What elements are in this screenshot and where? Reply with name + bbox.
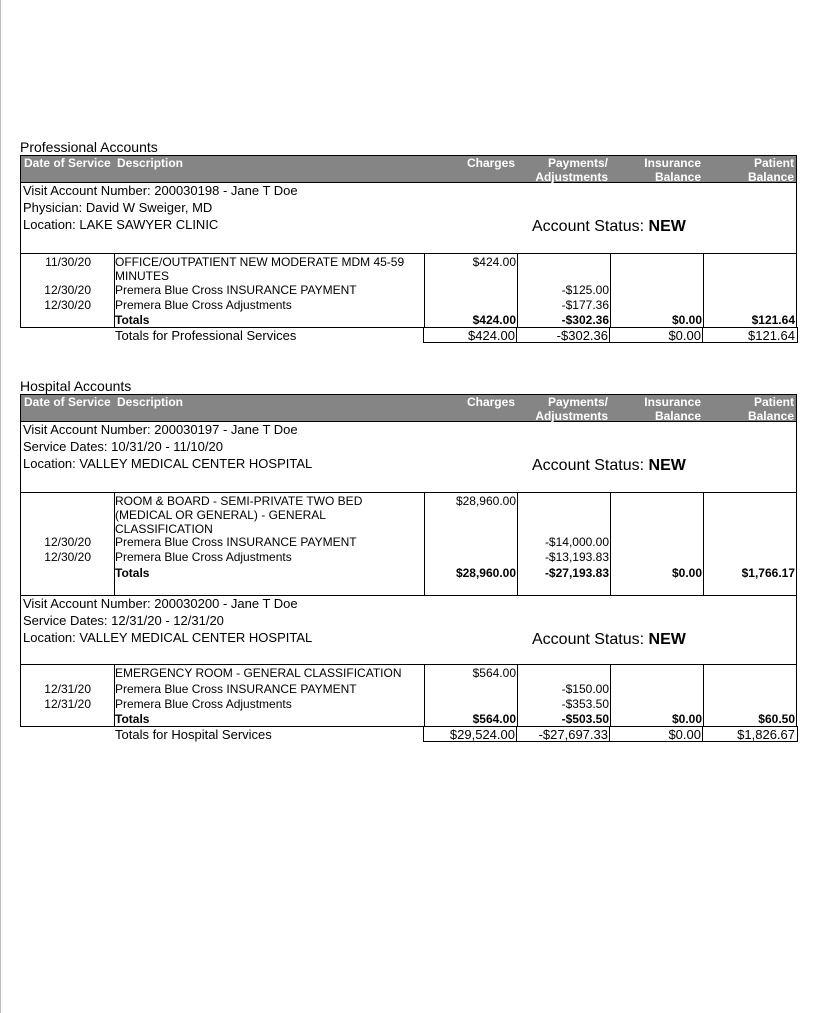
- section-totals-patient: $121.64: [748, 328, 795, 343]
- location: Location: VALLEY MEDICAL CENTER HOSPITAL: [23, 456, 313, 471]
- account-status: Account Status: NEW: [532, 631, 686, 648]
- row-payments: -$150.00: [561, 682, 609, 696]
- col-adjustments: Adjustments: [535, 409, 608, 423]
- col-patient: Patient: [753, 156, 794, 170]
- totals-charges: $424.00: [472, 313, 516, 327]
- row-charges: $28,960.00: [455, 494, 516, 508]
- section-totals-label: Totals for Professional Services: [115, 328, 297, 343]
- col-patient-balance: Balance: [747, 409, 794, 423]
- table-header-professional: [20, 155, 797, 183]
- col-patient: Patient: [753, 395, 794, 409]
- totals-patient: $121.64: [751, 313, 795, 327]
- section-totals-patient: $1,826.67: [737, 727, 795, 742]
- service-dates: Service Dates: 10/31/20 - 11/10/20: [23, 439, 223, 454]
- col-patient-balance: Balance: [747, 170, 794, 184]
- location: Location: LAKE SAWYER CLINIC: [23, 217, 219, 232]
- col-description: Description: [117, 156, 184, 170]
- totals-label: Totals: [115, 313, 150, 327]
- row-payments: -$13,193.83: [544, 550, 609, 564]
- col-payments: Payments/: [547, 395, 608, 409]
- row-description: Premera Blue Cross INSURANCE PAYMENT: [115, 682, 357, 696]
- account-status-value: NEW: [648, 631, 686, 648]
- location: Location: VALLEY MEDICAL CENTER HOSPITAL: [23, 630, 313, 645]
- row-description: Premera Blue Cross Adjustments: [115, 550, 292, 564]
- visit-account-number: Visit Account Number: 200030198 - Jane T Doe: [23, 183, 298, 198]
- visit-account-number: Visit Account Number: 200030197 - Jane T Doe: [23, 422, 298, 437]
- col-insurance: Insurance: [644, 395, 701, 409]
- row-date: 12/31/20: [44, 682, 91, 696]
- row-charges: $424.00: [472, 255, 516, 269]
- totals-insurance: $0.00: [671, 566, 702, 580]
- totals-label: Totals: [115, 712, 150, 726]
- account-info-professional: [20, 183, 797, 253]
- totals-payments: -$27,193.83: [544, 566, 609, 580]
- service-dates: Service Dates: 12/31/20 - 12/31/20: [23, 613, 224, 628]
- account-status: Account Status: NEW: [532, 457, 686, 474]
- col-insurance-balance: Balance: [654, 409, 701, 423]
- line-items-professional: [20, 253, 797, 328]
- section-title-hospital: Hospital Accounts: [20, 378, 132, 394]
- line-items-hospital-1: [20, 492, 797, 595]
- col-payments: Payments/: [547, 156, 608, 170]
- row-date: 12/30/20: [44, 535, 91, 549]
- row-description: Premera Blue Cross Adjustments: [115, 298, 292, 312]
- row-description: OFFICE/OUTPATIENT NEW MODERATE MDM 45-59 MINUTES: [115, 255, 405, 283]
- row-description: Premera Blue Cross INSURANCE PAYMENT: [115, 535, 357, 549]
- totals-payments: -$302.36: [561, 313, 609, 327]
- row-description: EMERGENCY ROOM - GENERAL CLASSIFICATION: [115, 666, 402, 680]
- col-adjustments: Adjustments: [535, 170, 608, 184]
- col-charges: Charges: [466, 395, 515, 409]
- col-insurance-balance: Balance: [654, 170, 701, 184]
- section-totals-payments: -$302.36: [556, 328, 608, 343]
- col-charges: Charges: [466, 156, 515, 170]
- totals-charges: $564.00: [472, 712, 516, 726]
- table-header-hospital: [20, 394, 797, 422]
- totals-label: Totals: [115, 566, 150, 580]
- section-totals-insurance: $0.00: [668, 727, 701, 742]
- section-totals-label: Totals for Hospital Services: [115, 727, 272, 742]
- row-payments: -$177.36: [561, 298, 609, 312]
- section-title-professional: Professional Accounts: [20, 139, 158, 155]
- line-items-hospital-2: [20, 664, 797, 727]
- row-description: Premera Blue Cross Adjustments: [115, 697, 292, 711]
- totals-patient: $1,766.17: [741, 566, 795, 580]
- row-date: 12/30/20: [44, 298, 91, 312]
- col-insurance: Insurance: [644, 156, 701, 170]
- section-totals-insurance: $0.00: [668, 328, 701, 343]
- totals-patient: $60.50: [758, 712, 795, 726]
- section-totals-charges: $424.00: [468, 328, 515, 343]
- row-date: 12/30/20: [44, 550, 91, 564]
- row-charges: $564.00: [472, 666, 516, 680]
- account-status-value: NEW: [648, 457, 686, 474]
- row-description: Premera Blue Cross INSURANCE PAYMENT: [115, 283, 357, 297]
- col-description: Description: [117, 395, 184, 409]
- physician: Physician: David W Sweiger, MD: [23, 200, 213, 215]
- row-payments: -$353.50: [561, 697, 609, 711]
- row-date: 11/30/20: [45, 255, 91, 269]
- col-date: Date of Service: [24, 395, 111, 409]
- row-description: ROOM & BOARD - SEMI-PRIVATE TWO BED (MEDICAL OR GENERAL) - GENERAL CLASSIFICATION: [115, 494, 363, 536]
- section-totals-payments: -$27,697.33: [538, 727, 608, 742]
- row-payments: -$14,000.00: [544, 535, 609, 549]
- totals-payments: -$503.50: [561, 712, 609, 726]
- totals-insurance: $0.00: [671, 712, 702, 726]
- totals-insurance: $0.00: [671, 313, 702, 327]
- page-edge: [0, 0, 1, 1013]
- account-info-hospital-1: [20, 422, 797, 492]
- section-totals-charges: $29,524.00: [449, 727, 515, 742]
- row-date: 12/31/20: [44, 697, 91, 711]
- account-info-hospital-2: [20, 595, 797, 665]
- col-date: Date of Service: [24, 156, 111, 170]
- account-status-value: NEW: [648, 218, 686, 235]
- row-payments: -$125.00: [561, 283, 609, 297]
- totals-charges: $28,960.00: [455, 566, 516, 580]
- visit-account-number: Visit Account Number: 200030200 - Jane T Doe: [23, 596, 298, 611]
- row-date: 12/30/20: [44, 283, 91, 297]
- account-status: Account Status: NEW: [532, 218, 686, 235]
